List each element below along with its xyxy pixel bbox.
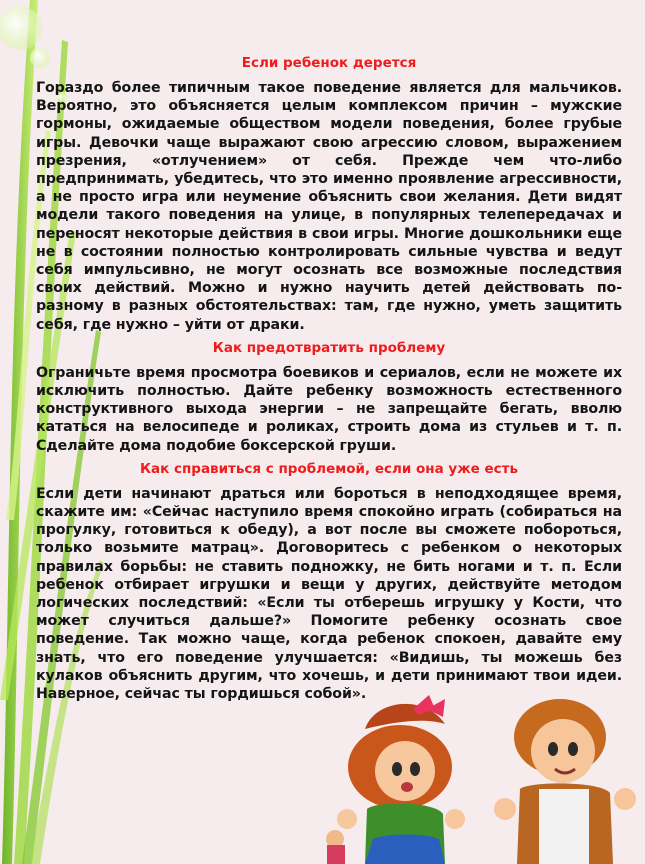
children-illustration-icon	[305, 689, 645, 864]
heading-cope: Как справиться с проблемой, если она уже есть	[139, 460, 519, 477]
paragraph-cope: Если дети начинают драться или бороться в неподходящее время, скажите им: «Сейчас наступило время спокойно играть (собираться на прогулку, готовиться к обеду), а вот после вы сможете побороться, только возьмите матрац». Договоритесь с ребенком о некоторых правилах борьбы: не ставить подножку, не бить ногами и т. п. Если ребенок отбирает игрушки и вещи у других, действуйте методом логических последствий: «Если ты отберешь игрушку у Кости, что может случиться дальше?» Помогите ребенку осознать свое поведение. Так можно чаще, когда ребенок спокоен, давайте ему знать, что его поведение улучшается: «Видишь, ты можешь без кулаков объяснить другим, что хочешь, и дети принимают твои идеи. Наверное, сейчас ты гордишься собой».	[36, 485, 622, 703]
article-title: Если ребенок дерется	[241, 55, 417, 71]
heading-prevent: Как предотвратить проблему	[212, 339, 446, 356]
article	[36, 55, 622, 709]
paragraph-intro: Гораздо более типичным такое поведение является для мальчиков. Вероятно, это объясняется целым комплексом причин – мужские гормоны, ожидаемые обществом модели поведения, более грубые игры. Девочки чаще выражают свою агрессию словом, выражением презрения, «отлучением» от себя. Прежде чем что-либо предпринимать, убедитесь, что это именно проявление агрессивности, а не просто игра или неумение объяснить свои желания. Дети видят модели такого поведения на улице, в популярных телепередачах и переносят некоторые действия в свои игры. Многие дошкольники еще не в состоянии полностью контролировать сильные чувства и ведут себя импульсивно, не могут осознать все возможные последствия своих действий. Можно и нужно научить детей действовать по-разному в разных обстоятельствах: там, где нужно, уметь защитить себя, где нужно – уйти от драки.	[36, 80, 622, 333]
paragraph-prevent: Ограничьте время просмотра боевиков и сериалов, если не можете их исключить полностью. Дайте ребенку возможность естественного конструктивного выхода энергии – не запрещайте бегать, вволю кататься на велосипеде и роликах, строить дома из стульев и т. п. Сделайте дома подобие боксерской груши.	[36, 364, 622, 454]
